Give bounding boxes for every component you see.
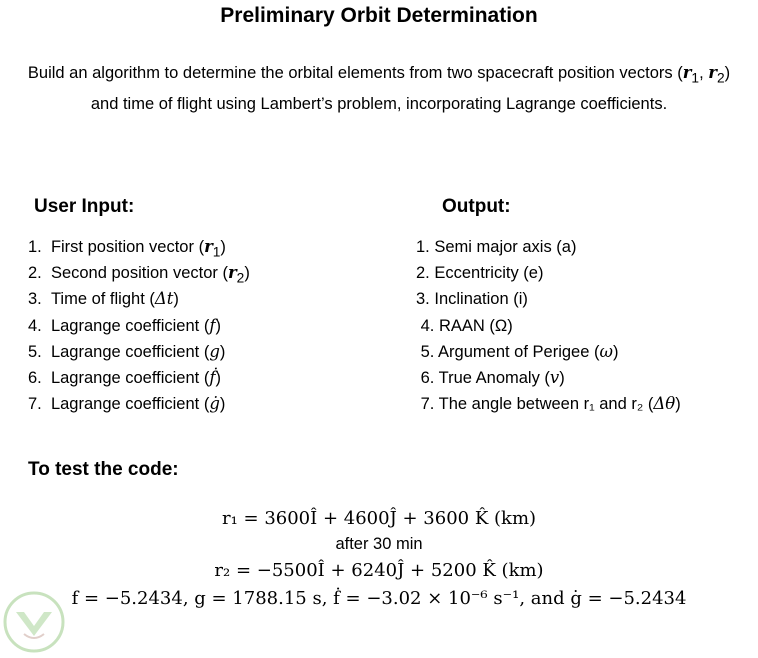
output-item <box>416 339 681 365</box>
input-item-number: 1. <box>28 238 42 256</box>
output-item-text: Semi major axis (a) <box>434 238 577 256</box>
input-item-text: Lagrange coefficient ( <box>50 342 210 361</box>
output-item-number: 5. <box>420 342 435 361</box>
output-item-number: 3. <box>416 290 430 309</box>
output-item <box>416 313 681 339</box>
output-item-text: Inclination (i) <box>434 290 528 309</box>
output-item <box>416 260 681 286</box>
output-item-close: ) <box>612 342 619 361</box>
output-item-close: ) <box>675 395 681 414</box>
output-item-number: 6. <box>420 368 435 387</box>
watermark-logo-icon <box>2 590 66 654</box>
output-item-number: 2. <box>416 264 430 283</box>
input-item-text: Lagrange coefficient ( <box>50 368 210 387</box>
input-item-subscript: 1 <box>212 244 221 260</box>
user-input-list <box>28 234 250 417</box>
input-item-symbol: r <box>227 263 237 283</box>
input-item-close: ) <box>173 290 179 309</box>
output-item <box>416 391 681 417</box>
output-item-close: ) <box>559 368 565 387</box>
intro-r2-subscript: 2 <box>716 70 725 86</box>
intro-r2-symbol: r <box>708 63 717 82</box>
input-item-number: 7. <box>28 395 42 414</box>
input-item <box>28 365 250 391</box>
input-item <box>28 234 250 260</box>
page-title: Preliminary Orbit Determination <box>220 4 538 27</box>
input-item-symbol: r <box>204 237 213 256</box>
intro-paragraph <box>20 60 738 117</box>
input-item <box>28 260 250 286</box>
input-item-close: ) <box>215 368 221 387</box>
input-item-text: Lagrange coefficient ( <box>50 316 210 335</box>
output-heading: Output: <box>442 196 511 217</box>
test-equation-lagrange: f = −5.2434, g = 1788.15 s, ḟ = −3.02 × 10⁻⁶ s⁻¹, and ġ = −5.2434 <box>71 588 687 609</box>
output-item-symbol: Δθ <box>653 394 676 414</box>
output-item-number: 4. <box>420 316 435 335</box>
input-item <box>28 391 250 417</box>
output-item-number: 7. <box>420 395 435 414</box>
input-item-close: ) <box>219 395 226 414</box>
input-item-number: 2. <box>28 264 42 283</box>
intro-separator: , <box>699 64 709 82</box>
input-item-text: Time of flight ( <box>50 290 155 309</box>
input-item-symbol: Δt <box>154 289 174 309</box>
output-item <box>416 365 681 391</box>
input-item-close: ) <box>244 264 250 283</box>
output-item-symbol: ω <box>599 341 613 361</box>
intro-r1-subscript: 1 <box>691 70 700 86</box>
output-item-text: RAAN (Ω) <box>438 316 513 335</box>
test-equation-r1: r₁ = 3600Î + 4600Ĵ + 3600 K̂ (km) <box>221 508 537 529</box>
input-item-close: ) <box>215 316 221 335</box>
test-heading: To test the code: <box>28 459 179 480</box>
input-item-symbol: ḟ <box>209 367 216 387</box>
input-item-number: 5. <box>28 342 42 361</box>
user-input-heading: User Input: <box>34 196 135 217</box>
input-item-number: 3. <box>28 290 42 309</box>
input-item-text: Second position vector ( <box>50 264 228 283</box>
input-item-subscript: 2 <box>236 270 245 286</box>
input-item-number: 4. <box>28 316 42 335</box>
intro-text-after: ) and time of flight using Lambert’s problem, incorporating Lagrange coefficients. <box>90 64 731 114</box>
input-item-text: First position vector ( <box>50 238 205 256</box>
input-item <box>28 339 250 365</box>
input-item-symbol: f <box>209 315 216 335</box>
output-item-text: The angle between r₁ and r₂ ( <box>438 395 654 414</box>
input-item-close: ) <box>219 342 226 361</box>
input-item-symbol: ġ <box>209 394 220 414</box>
input-item-symbol: g <box>209 341 220 361</box>
output-item-text: True Anomaly ( <box>438 368 550 387</box>
output-list <box>416 234 681 417</box>
intro-r1-symbol: r <box>682 63 692 82</box>
intro-text-before: Build an algorithm to determine the orbital elements from two spacecraft position vectors ( <box>27 64 683 82</box>
input-item-close: ) <box>220 238 226 256</box>
input-item-number: 6. <box>28 368 42 387</box>
input-item <box>28 313 250 339</box>
test-equation-r2: r₂ = −5500Î + 6240Ĵ + 5200 K̂ (km) <box>214 560 544 581</box>
output-item <box>416 286 681 312</box>
input-item-text: Lagrange coefficient ( <box>50 395 210 414</box>
input-item <box>28 286 250 312</box>
output-item-symbol: v <box>549 367 560 387</box>
output-item-text: Argument of Perigee ( <box>438 342 600 361</box>
test-after-time: after 30 min <box>335 535 423 553</box>
output-item-number: 1. <box>416 238 430 256</box>
output-item-text: Eccentricity (e) <box>434 264 544 283</box>
output-item <box>416 234 681 260</box>
